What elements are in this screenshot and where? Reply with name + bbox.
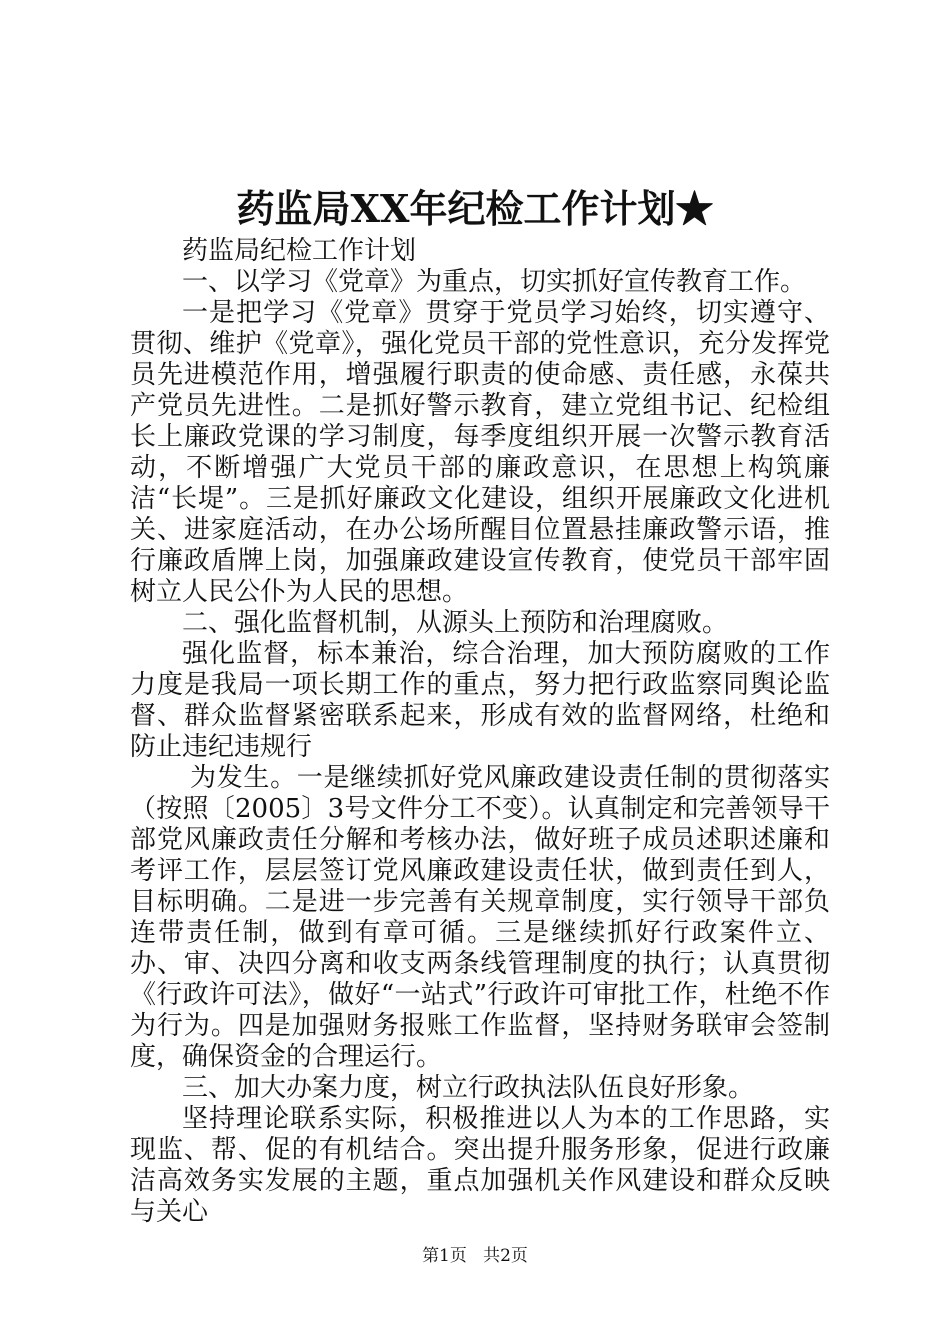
- document-title: 药监局XX年纪检工作计划★: [236, 186, 714, 231]
- page-number: 第1页: [422, 1246, 467, 1266]
- page-footer: [0, 1244, 950, 1268]
- page-total: 共2页: [483, 1246, 528, 1266]
- section-heading-3: 三、加大办案力度，树立行政执法队伍良好形象。: [182, 1073, 755, 1103]
- section-heading-1: 一、以学习《党章》为重点，切实抓好宣传教育工作。: [182, 267, 807, 297]
- section-heading-2: 二、强化监督机制，从源头上预防和治理腐败。: [182, 608, 729, 638]
- document-body: [130, 236, 830, 1228]
- section-body-3: 坚持理论联系实际，积极推进以人为本的工作思路，实现监、帮、促的有机结合。突出提升服务形象，促进行政廉洁高效务实发展的主题，重点加强机关作风建设和群众反映与关心: [130, 1104, 830, 1227]
- section-body-2a: 强化监督，标本兼治，综合治理，加大预防腐败的工作力度是我局一项长期工作的重点，努力把行政监察同舆论监督、群众监督紧密联系起来，形成有效的监督网络，杜绝和防止违纪违规行: [130, 639, 830, 762]
- document-subtitle: 药监局纪检工作计划: [182, 236, 417, 266]
- section-body-2b: 为发生。一是继续抓好党风廉政建设责任制的贯彻落实（按照〔2005〕3号文件分工不变）。认真制定和完善领导干部党风廉政责任分解和考核办法，做好班子成员述职述廉和考评工作，层层签订党风廉政建设责任状，做到责任到人，目标明确。二是进一步完善有关规章制度，实行领导干部负连带责任制，做到有章可循。三是继续抓好行政案件立、办、审、决四分离和收支两条线管理制度的执行；认真贯彻《行政许可法》，做好“一站式”行政许可审批工作，杜绝不作为行为。四是加强财务报账工作监督，坚持财务联审会签制度，确保资金的合理运行。: [130, 763, 830, 1072]
- section-body-1: 一是把学习《党章》贯穿于党员学习始终，切实遵守、贯彻、维护《党章》，强化党员干部的党性意识，充分发挥党员先进模范作用，增强履行职责的使命感、责任感，永葆共产党员先进性。二是抓好警示教育，建立党组书记、纪检组长上廉政党课的学习制度，每季度组织开展一次警示教育活动，不断增强广大党员干部的廉政意识，在思想上构筑廉洁“长堤”。三是抓好廉政文化建设，组织开展廉政文化进机关、进家庭活动，在办公场所醒目位置悬挂廉政警示语，推行廉政盾牌上岗，加强廉政建设宣传教育，使党员干部牢固树立人民公仆为人民的思想。: [130, 298, 830, 607]
